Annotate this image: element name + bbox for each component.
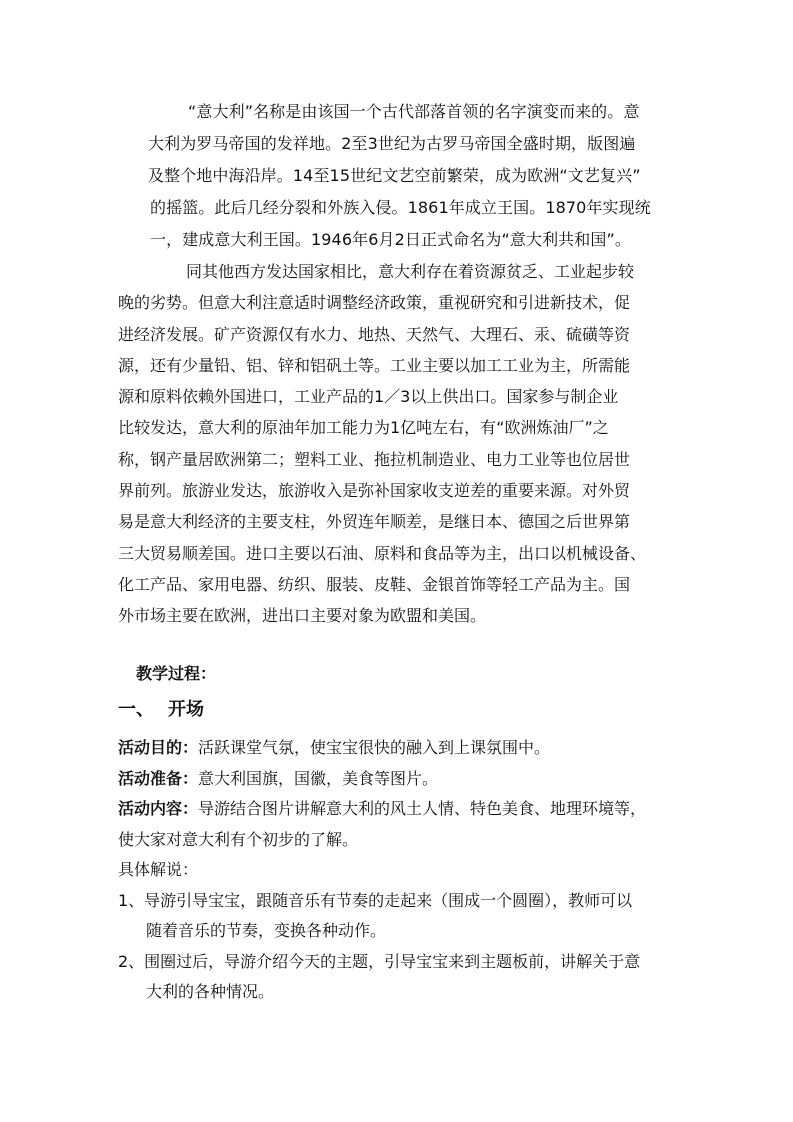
section-one-heading — [118, 698, 204, 722]
step-2: 2、围圈过后，导游介绍今天的主题，引导宝宝来到主题板前，讲解关于意 — [118, 951, 641, 971]
step-1: 1、导游引导宝宝，跟随音乐有节奏的走起来（围成一个圆圈），教师可以 — [118, 890, 633, 910]
prep-label: 活动准备： — [118, 768, 199, 788]
goal-text: 活跃课堂气氛，使宝宝很快的融入到上课氛围中。 — [198, 738, 551, 757]
intro-line: “意大利”名称是由该国一个古代部落首领的名字演变而来的。意 — [188, 102, 640, 121]
economy-line: 称，钢产量居欧洲第二；塑料工业、拖拉机制造业、电力工业等也位居世 — [118, 449, 631, 469]
content-label: 活动内容： — [118, 799, 199, 818]
section-number: 一、 — [118, 699, 154, 720]
intro-line: 的摇篮。此后几经分裂和外族入侵。1861年成立王国。1870年实现统 — [150, 198, 651, 217]
economy-line: 源，还有少量铅、铝、锌和铝矾土等。工业主要以加工工业为主，所需能 — [118, 355, 631, 375]
intro-paragraph — [150, 96, 675, 256]
economy-line: 晚的劣势。但意大利注意适时调整经济政策，重视研究和引进新技术，促 — [118, 293, 631, 313]
economy-line: 进经济发展。矿产资源仅有水力、地热、天然气、大理石、汞、硫磺等资 — [118, 324, 631, 344]
activity-goal — [118, 733, 688, 764]
section-title: 开场 — [168, 699, 204, 720]
economy-line: 源和原料依赖外国进口，工业产品的1／3以上供出口。国家参与制企业 — [118, 387, 619, 407]
activity-content — [118, 794, 688, 825]
economy-line: 三大贸易顺差国。进口主要以石油、原料和食品等为主，出口以机械设备、 — [118, 543, 647, 563]
economy-paragraph — [118, 256, 678, 632]
explain-label: 具体解说： — [118, 860, 199, 879]
activity-content-cont: 使大家对意大利有个初步的了解。 — [118, 829, 359, 849]
economy-line: 界前列。旅游业发达，旅游收入是弥补国家收支逆差的重要来源。对外贸 — [118, 481, 631, 501]
economy-line: 同其他西方发达国家相比，意大利存在着资源贫乏、工业起步较 — [186, 262, 635, 281]
economy-line: 化工产品、家用电器、纺织、服装、皮鞋、金银首饰等轻工产品为主。国 — [118, 574, 631, 594]
step-2-cont: 大利的各种情况。 — [146, 982, 275, 1001]
economy-line: 外市场主要在欧洲，进出口主要对象为欧盟和美国。 — [118, 606, 487, 626]
step-1-cont: 随着音乐的节奏，变换各种动作。 — [146, 921, 387, 940]
prep-text: 意大利国旗，国徽，美食等图片。 — [198, 768, 439, 788]
intro-line: 一，建成意大利王国。1946年6月2日正式命名为“意大利共和国”。 — [150, 230, 631, 249]
goal-label: 活动目的： — [118, 738, 199, 757]
activity-section — [118, 733, 688, 1008]
intro-line: 大利为罗马帝国的发祥地。2至3世纪为古罗马帝国全盛时期，版图遍 — [148, 134, 636, 153]
economy-line: 易是意大利经济的主要支柱，外贸连年顺差，是继日本、德国之后世界第 — [118, 512, 631, 532]
teaching-process-title: 教学过程： — [136, 664, 217, 683]
content-text: 导游结合图片讲解意大利的风土人情、特色美食、地理环境等， — [198, 799, 647, 818]
intro-line: 及整个地中海沿岸。14至15世纪文艺空前繁荣，成为欧洲“文艺复兴” — [148, 166, 641, 185]
economy-line: 比较发达，意大利的原油年加工能力为1亿吨左右，有“欧洲炼油厂”之 — [118, 418, 609, 438]
activity-prep — [118, 764, 688, 795]
